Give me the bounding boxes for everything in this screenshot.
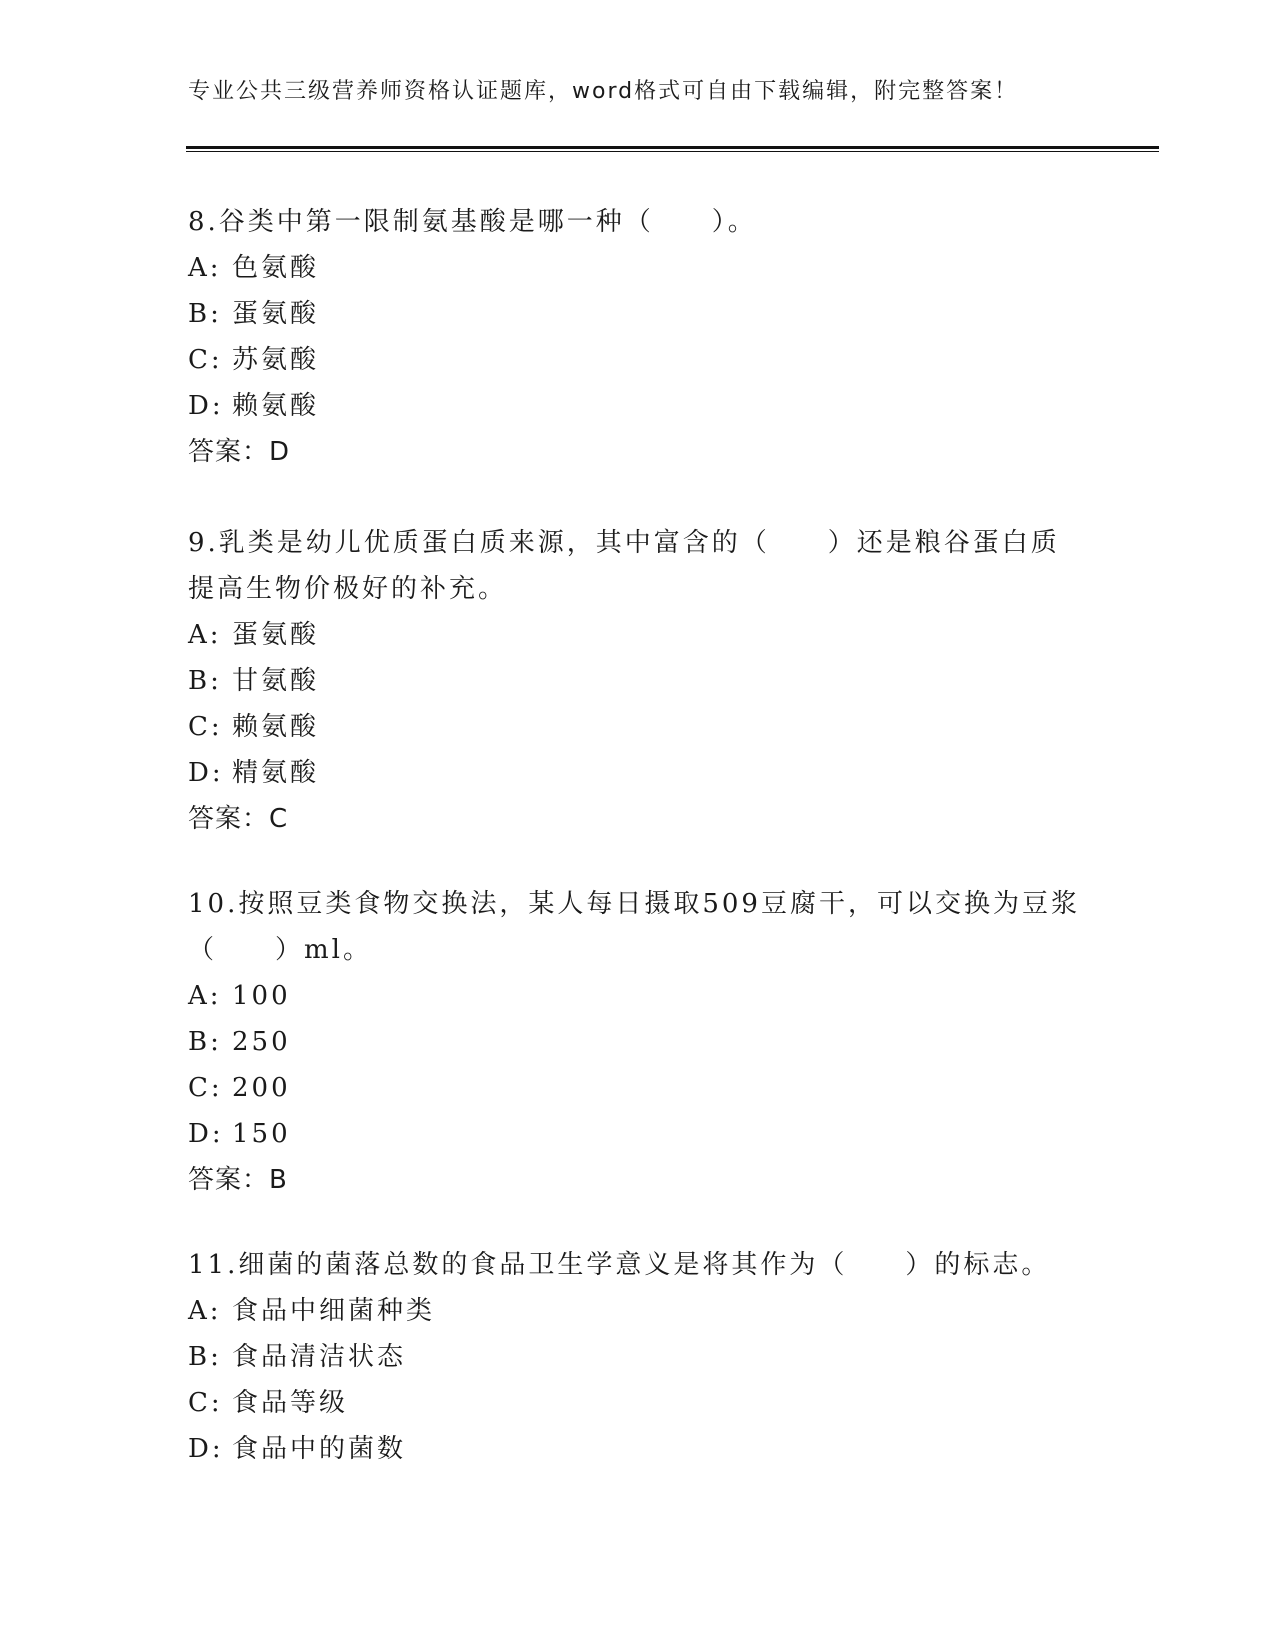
option-text: 200	[232, 1073, 291, 1103]
question-8	[188, 199, 1088, 475]
option-text: 赖氨酸	[232, 712, 320, 742]
option-b	[188, 1334, 1088, 1380]
answer-line: 答案：B	[188, 1165, 288, 1195]
option-letter: D:	[188, 758, 224, 788]
option-text: 蛋氨酸	[232, 620, 320, 650]
option-text: 蛋氨酸	[232, 299, 320, 329]
option-d	[188, 383, 1088, 429]
option-letter: B:	[188, 666, 222, 696]
question-10	[188, 881, 1088, 1203]
option-letter: C:	[188, 345, 223, 375]
option-letter: C:	[188, 1388, 223, 1418]
option-c	[188, 704, 1088, 750]
option-b	[188, 291, 1088, 337]
option-c	[188, 1065, 1088, 1111]
option-letter: A:	[188, 1296, 222, 1326]
option-letter: A:	[188, 253, 222, 283]
question-text: 8.谷类中第一限制氨基酸是哪一种（ ）。	[188, 207, 757, 237]
option-letter: B:	[188, 1342, 222, 1372]
option-letter: D:	[188, 1434, 224, 1464]
option-d	[188, 1426, 1088, 1472]
option-d	[188, 750, 1088, 796]
option-d	[188, 1111, 1088, 1157]
page-header: 专业公共三级营养师资格认证题库，word格式可自由下载编辑，附完整答案！	[188, 79, 1019, 104]
question-text: 9.乳类是幼儿优质蛋白质来源，其中富含的（ ）还是粮谷蛋白质提高生物价极好的补充。	[188, 528, 1060, 604]
option-letter: C:	[188, 1073, 223, 1103]
option-text: 食品清洁状态	[232, 1342, 407, 1372]
option-letter: B:	[188, 1027, 222, 1057]
option-text: 150	[232, 1119, 291, 1149]
option-letter: D:	[188, 391, 224, 421]
option-letter: D:	[188, 1119, 224, 1149]
question-11	[188, 1242, 1088, 1472]
option-a	[188, 973, 1088, 1019]
option-a	[188, 612, 1088, 658]
option-text: 食品中细菌种类	[232, 1296, 436, 1326]
option-text: 食品中的菌数	[232, 1434, 407, 1464]
option-a	[188, 245, 1088, 291]
question-text: 10.按照豆类食物交换法，某人每日摄取509豆腐干，可以交换为豆浆（ ）ml。	[188, 889, 1080, 965]
option-letter: A:	[188, 620, 222, 650]
option-text: 250	[232, 1027, 291, 1057]
option-a	[188, 1288, 1088, 1334]
question-9	[188, 520, 1088, 842]
option-text: 100	[232, 981, 291, 1011]
option-text: 甘氨酸	[232, 666, 320, 696]
option-b	[188, 1019, 1088, 1065]
answer-line: 答案：D	[188, 437, 291, 467]
option-text: 色氨酸	[232, 253, 320, 283]
answer-line: 答案：C	[188, 804, 289, 834]
option-c	[188, 1380, 1088, 1426]
header-divider-thin	[186, 151, 1159, 152]
option-text: 赖氨酸	[232, 391, 320, 421]
option-letter: B:	[188, 299, 222, 329]
question-text: 11.细菌的菌落总数的食品卫生学意义是将其作为（ ）的标志。	[188, 1250, 1051, 1280]
option-text: 食品等级	[232, 1388, 349, 1418]
option-b	[188, 658, 1088, 704]
option-c	[188, 337, 1088, 383]
option-letter: C:	[188, 712, 223, 742]
header-divider-thick	[186, 146, 1159, 149]
option-text: 精氨酸	[232, 758, 320, 788]
option-text: 苏氨酸	[232, 345, 320, 375]
option-letter: A:	[188, 981, 222, 1011]
